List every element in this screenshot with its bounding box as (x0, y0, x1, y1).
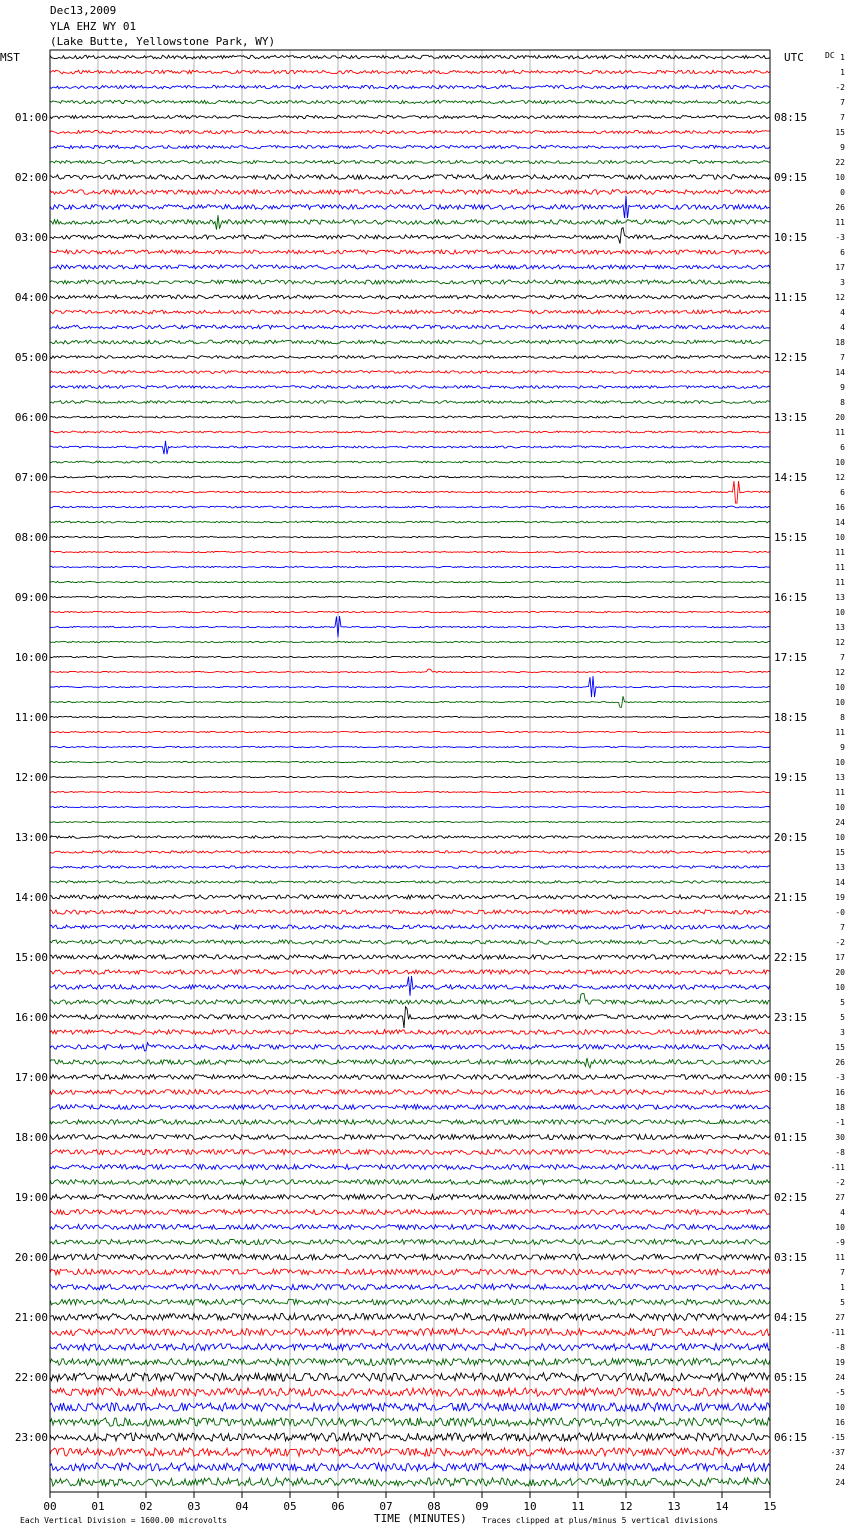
trace-85 (50, 1314, 770, 1321)
mst-hour-label: 18:00 (14, 1131, 48, 1144)
x-tick-label-06: 06 (331, 1500, 345, 1513)
dc-offset-label: 10 (835, 458, 845, 467)
trace-15 (50, 265, 770, 269)
trace-19 (50, 325, 770, 329)
utc-hour-label: 08:15 (774, 111, 808, 124)
trace-83 (50, 1284, 770, 1290)
mst-axis-title: MST (0, 51, 20, 64)
dc-offset-label: 26 (835, 203, 845, 212)
trace-34 (50, 551, 770, 552)
dc-offset-label: -2 (835, 1178, 845, 1187)
trace-38 (50, 611, 770, 612)
utc-hour-label: 17:15 (774, 651, 808, 664)
dc-offset-label: 14 (835, 368, 845, 377)
trace-62 (50, 970, 770, 974)
mst-hour-label: 08:00 (14, 531, 48, 544)
dc-offset-label: 10 (835, 983, 845, 992)
dc-offset-label: 10 (835, 803, 845, 812)
trace-54 (50, 851, 770, 854)
mst-hour-label: 14:00 (14, 891, 48, 904)
dc-offset-label: 5 (840, 1298, 845, 1307)
dc-offset-label: 10 (835, 683, 845, 692)
utc-hour-label: 20:15 (774, 831, 808, 844)
utc-hour-label: 09:15 (774, 171, 808, 184)
dc-offset-label: 5 (840, 998, 845, 1007)
dc-offset-label: 10 (835, 533, 845, 542)
mst-hour-label: 11:00 (14, 711, 48, 724)
dc-offset-label: 8 (840, 398, 845, 407)
trace-45 (50, 716, 770, 717)
dc-offset-label: 14 (835, 518, 845, 527)
dc-offset-label: 10 (835, 608, 845, 617)
trace-66 (50, 1030, 770, 1035)
mst-hour-label: 15:00 (14, 951, 48, 964)
trace-28 (50, 461, 770, 463)
dc-offset-label: 4 (840, 1208, 845, 1217)
trace-70 (50, 1090, 770, 1095)
utc-hour-label: 01:15 (774, 1131, 808, 1144)
mst-hour-label: 02:00 (14, 171, 48, 184)
dc-offset-label: 19 (835, 893, 845, 902)
trace-6 (50, 130, 770, 133)
trace-67 (50, 1043, 770, 1051)
dc-offset-label: 24 (835, 818, 845, 827)
trace-58 (50, 910, 770, 914)
dc-offset-label: 22 (835, 158, 845, 167)
dc-offset-label: -11 (830, 1163, 845, 1172)
utc-hour-label: 05:15 (774, 1371, 808, 1384)
utc-hour-label: 19:15 (774, 771, 808, 784)
trace-92 (50, 1418, 770, 1426)
dc-offset-label: 18 (835, 338, 845, 347)
dc-offset-label: 6 (840, 488, 845, 497)
trace-36 (50, 581, 770, 582)
dc-offset-label: -2 (835, 83, 845, 92)
trace-4 (50, 100, 770, 104)
dc-offset-label: -5 (835, 1388, 845, 1397)
trace-5 (50, 115, 770, 118)
x-tick-label-04: 04 (235, 1500, 249, 1513)
time-axis (43, 1492, 776, 1513)
dc-offset-label: -2 (835, 938, 845, 947)
dc-offset-label: 10 (835, 698, 845, 707)
trace-79 (50, 1224, 770, 1229)
dc-offset-label: 13 (835, 593, 845, 602)
trace-8 (50, 160, 770, 163)
trace-78 (50, 1209, 770, 1214)
trace-96 (50, 1478, 770, 1486)
x-tick-label-14: 14 (715, 1500, 729, 1513)
mst-hour-label: 05:00 (14, 351, 48, 364)
dc-offset-label: 4 (840, 323, 845, 332)
dc-offset-label: 5 (840, 1013, 845, 1022)
dc-offset-label: -8 (835, 1343, 845, 1352)
trace-86 (50, 1329, 770, 1336)
dc-offset-label: 11 (835, 218, 845, 227)
dc-offset-label: 1 (840, 68, 845, 77)
utc-hour-label: 00:15 (774, 1071, 808, 1084)
trace-41 (50, 656, 770, 657)
trace-29 (50, 476, 770, 478)
mst-hour-label: 22:00 (14, 1371, 48, 1384)
dc-offset-label: 3 (840, 1028, 845, 1037)
trace-37 (50, 596, 770, 597)
x-tick-label-11: 11 (571, 1500, 585, 1513)
utc-hour-label: 16:15 (774, 591, 808, 604)
utc-hour-label: 22:15 (774, 951, 808, 964)
trace-24 (50, 401, 770, 404)
dc-offset-label: 9 (840, 143, 845, 152)
dc-offset-label: 3 (840, 278, 845, 287)
trace-90 (50, 1388, 770, 1396)
x-tick-label-01: 01 (91, 1500, 105, 1513)
dc-offset-label: 12 (835, 638, 845, 647)
dc-offset-label: 0 (840, 188, 845, 197)
trace-17 (50, 295, 770, 299)
dc-offset-label: -0 (835, 908, 845, 917)
dc-offset-label: -15 (830, 1433, 845, 1442)
mst-hour-label: 23:00 (14, 1431, 48, 1444)
trace-91 (50, 1403, 770, 1411)
trace-35 (50, 566, 770, 567)
utc-hour-label: 18:15 (774, 711, 808, 724)
mst-hour-label: 06:00 (14, 411, 48, 424)
trace-40 (50, 641, 770, 642)
trace-33 (50, 536, 770, 537)
trace-21 (50, 356, 770, 359)
dc-offset-label: 7 (840, 653, 845, 662)
trace-56 (50, 881, 770, 884)
trace-16 (50, 280, 770, 284)
dc-offset-label: 11 (835, 563, 845, 572)
trace-76 (50, 1180, 770, 1185)
dc-offset-label: 15 (835, 128, 845, 137)
trace-52 (50, 821, 770, 822)
utc-hour-label: 02:15 (774, 1191, 808, 1204)
trace-47 (50, 746, 770, 747)
dc-offset-label: 27 (835, 1193, 845, 1202)
trace-30 (50, 481, 770, 503)
trace-46 (50, 731, 770, 732)
trace-93 (50, 1433, 770, 1441)
trace-42 (50, 669, 770, 673)
chart-date: Dec13,2009 (50, 4, 117, 17)
dc-offset-label: 10 (835, 1223, 845, 1232)
dc-column-title: DC (825, 51, 835, 60)
dc-offset-label: 17 (835, 263, 845, 272)
trace-59 (50, 925, 770, 929)
trace-69 (50, 1075, 770, 1080)
utc-hour-label: 11:15 (774, 291, 808, 304)
mst-hour-label: 07:00 (14, 471, 48, 484)
dc-offset-label: 10 (835, 758, 845, 767)
dc-offset-label: 20 (835, 968, 845, 977)
utc-hour-label: 13:15 (774, 411, 808, 424)
trace-57 (50, 895, 770, 899)
x-tick-label-12: 12 (619, 1500, 633, 1513)
trace-50 (50, 791, 770, 792)
dc-offset-label: 7 (840, 923, 845, 932)
trace-73 (50, 1135, 770, 1140)
utc-hour-label: 06:15 (774, 1431, 808, 1444)
trace-82 (50, 1269, 770, 1275)
x-tick-label-10: 10 (523, 1500, 537, 1513)
utc-hour-label: 04:15 (774, 1311, 808, 1324)
mst-hour-label: 17:00 (14, 1071, 48, 1084)
trace-7 (50, 145, 770, 148)
dc-offset-label: 8 (840, 713, 845, 722)
utc-axis-title: UTC (784, 51, 804, 64)
dc-offset-label: 13 (835, 623, 845, 632)
trace-80 (50, 1239, 770, 1244)
utc-hour-label: 14:15 (774, 471, 808, 484)
dc-offset-labels (831, 53, 846, 1487)
dc-offset-label: 30 (835, 1133, 845, 1142)
trace-89 (50, 1373, 770, 1381)
mst-hour-label: 04:00 (14, 291, 48, 304)
dc-offset-label: 16 (835, 503, 845, 512)
scale-note: Each Vertical Division = 1600.00 microvolts (20, 1516, 228, 1525)
dc-offset-label: 13 (835, 863, 845, 872)
trace-60 (50, 940, 770, 944)
trace-22 (50, 371, 770, 374)
trace-25 (50, 416, 770, 418)
dc-offset-label: 10 (835, 1403, 845, 1412)
dc-offset-label: 4 (840, 308, 845, 317)
seismic-traces (50, 55, 770, 1486)
dc-offset-label: 11 (835, 578, 845, 587)
trace-18 (50, 310, 770, 314)
trace-72 (50, 1120, 770, 1125)
x-tick-label-00: 00 (43, 1500, 57, 1513)
x-tick-label-03: 03 (187, 1500, 201, 1513)
dc-offset-label: 6 (840, 248, 845, 257)
dc-offset-label: 11 (835, 728, 845, 737)
dc-offset-label: 10 (835, 833, 845, 842)
dc-offset-label: -8 (835, 1148, 845, 1157)
trace-31 (50, 506, 770, 508)
station-location: (Lake Butte, Yellowstone Park, WY) (50, 35, 276, 48)
trace-74 (50, 1150, 770, 1155)
trace-48 (50, 761, 770, 762)
trace-3 (50, 85, 770, 89)
trace-61 (50, 955, 770, 959)
trace-10 (50, 190, 770, 195)
dc-offset-label: 17 (835, 953, 845, 962)
dc-offset-label: 24 (835, 1478, 845, 1487)
dc-offset-label: 13 (835, 773, 845, 782)
dc-offset-label: -37 (830, 1448, 845, 1457)
dc-offset-label: -3 (835, 233, 845, 242)
trace-65 (50, 1007, 770, 1028)
dc-offset-label: 7 (840, 98, 845, 107)
dc-offset-label: -11 (830, 1328, 845, 1337)
dc-offset-label: 11 (835, 1253, 845, 1262)
trace-95 (50, 1463, 770, 1471)
trace-88 (50, 1359, 770, 1366)
dc-offset-label: 15 (835, 848, 845, 857)
x-tick-label-02: 02 (139, 1500, 153, 1513)
dc-offset-label: 19 (835, 1358, 845, 1367)
trace-53 (50, 836, 770, 839)
dc-offset-label: 12 (835, 473, 845, 482)
mst-hour-label: 09:00 (14, 591, 48, 604)
dc-offset-label: 24 (835, 1373, 845, 1382)
dc-offset-label: 7 (840, 113, 845, 122)
trace-77 (50, 1194, 770, 1199)
dc-offset-label: 7 (840, 1268, 845, 1277)
dc-offset-label: 20 (835, 413, 845, 422)
mst-hour-label: 19:00 (14, 1191, 48, 1204)
dc-offset-label: 24 (835, 1463, 845, 1472)
trace-13 (50, 228, 770, 244)
trace-87 (50, 1344, 770, 1351)
dc-offset-label: 14 (835, 878, 845, 887)
dc-offset-label: 1 (840, 53, 845, 62)
dc-offset-label: 12 (835, 668, 845, 677)
mst-hour-label: 03:00 (14, 231, 48, 244)
mst-hour-label: 12:00 (14, 771, 48, 784)
clip-note: Traces clipped at plus/minus 5 vertical divisions (482, 1516, 719, 1525)
trace-27 (50, 441, 770, 454)
trace-55 (50, 866, 770, 869)
dc-offset-label: 10 (835, 173, 845, 182)
trace-39 (50, 616, 770, 637)
x-tick-label-15: 15 (763, 1500, 777, 1513)
trace-14 (50, 250, 770, 254)
trace-75 (50, 1164, 770, 1169)
x-tick-label-13: 13 (667, 1500, 681, 1513)
dc-offset-label: 1 (840, 1283, 845, 1292)
mst-hour-label: 20:00 (14, 1251, 48, 1264)
dc-offset-label: 12 (835, 293, 845, 302)
trace-12 (50, 215, 770, 230)
utc-hour-label: 15:15 (774, 531, 808, 544)
x-tick-label-09: 09 (475, 1500, 489, 1513)
mst-hour-label: 13:00 (14, 831, 48, 844)
trace-32 (50, 521, 770, 523)
utc-hour-label: 03:15 (774, 1251, 808, 1264)
utc-hour-label: 23:15 (774, 1011, 808, 1024)
dc-offset-label: 9 (840, 743, 845, 752)
dc-offset-label: 16 (835, 1418, 845, 1427)
trace-81 (50, 1254, 770, 1260)
trace-23 (50, 386, 770, 389)
dc-offset-label: 26 (835, 1058, 845, 1067)
trace-94 (50, 1448, 770, 1456)
x-axis-title: TIME (MINUTES) (374, 1512, 467, 1525)
trace-43 (50, 676, 770, 697)
dc-offset-label: 16 (835, 1088, 845, 1097)
trace-2 (50, 70, 770, 74)
trace-84 (50, 1299, 770, 1305)
trace-11 (50, 196, 770, 218)
dc-offset-label: 7 (840, 353, 845, 362)
utc-hour-label: 12:15 (774, 351, 808, 364)
dc-offset-label: 9 (840, 383, 845, 392)
x-tick-label-07: 07 (379, 1500, 393, 1513)
dc-offset-label: 6 (840, 443, 845, 452)
station-id: YLA EHZ WY 01 (50, 20, 137, 33)
trace-49 (50, 776, 770, 777)
dc-offset-label: -1 (835, 1118, 845, 1127)
trace-63 (50, 976, 770, 996)
dc-offset-label: 11 (835, 548, 845, 557)
dc-offset-label: -9 (835, 1238, 845, 1247)
trace-44 (50, 696, 770, 707)
dc-offset-label: 18 (835, 1103, 845, 1112)
trace-26 (50, 431, 770, 433)
dc-offset-label: 27 (835, 1313, 845, 1322)
dc-offset-label: 11 (835, 788, 845, 797)
mst-hour-label: 21:00 (14, 1311, 48, 1324)
trace-9 (50, 175, 770, 180)
mst-hour-label: 10:00 (14, 651, 48, 664)
trace-51 (50, 806, 770, 807)
x-tick-label-08: 08 (427, 1500, 441, 1513)
trace-68 (50, 1058, 770, 1068)
utc-hour-label: 10:15 (774, 231, 808, 244)
dc-offset-label: -3 (835, 1073, 845, 1082)
trace-20 (50, 340, 770, 344)
mst-hour-label: 16:00 (14, 1011, 48, 1024)
trace-71 (50, 1105, 770, 1110)
trace-1 (50, 55, 770, 59)
dc-offset-label: 15 (835, 1043, 845, 1052)
x-tick-label-05: 05 (283, 1500, 297, 1513)
dc-offset-label: 11 (835, 428, 845, 437)
utc-hour-label: 21:15 (774, 891, 808, 904)
mst-hour-label: 01:00 (14, 111, 48, 124)
